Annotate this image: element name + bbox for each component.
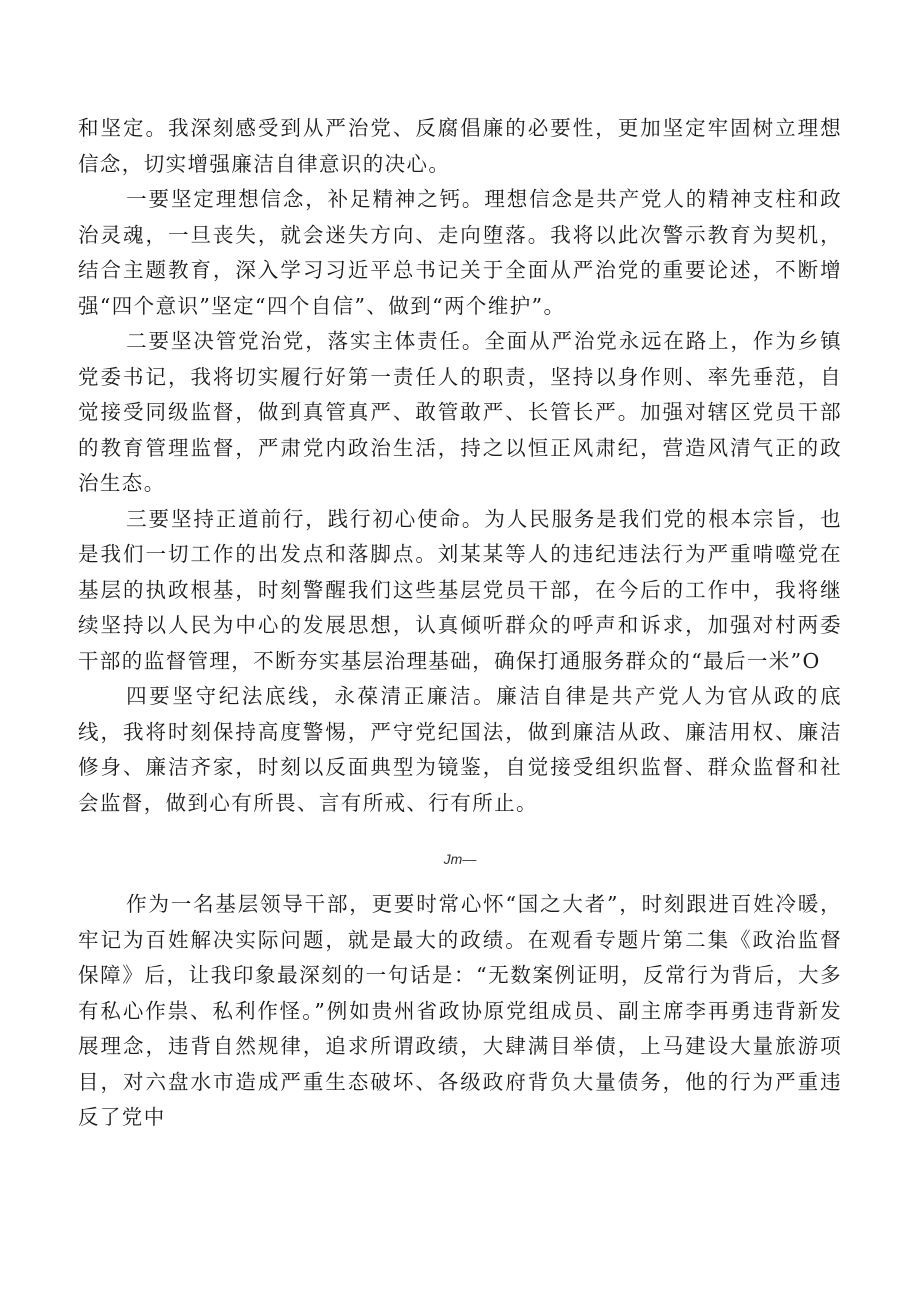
paragraph-party-governance: 二要坚决管党治党，落实主体责任。全面从严治党永远在路上，作为乡镇党委书记，我将切实履行好第一责任人的职责，坚持以身作则、率先垂范，自觉接受同级监督，做到真管真严、敢管敢严、长管长严。加强对辖区党员干部的教育管理监督，严肃党内政治生活，持之以恒正风肃纪，营造风清气正的政治生态。 <box>78 329 842 495</box>
paragraph-grassroots-leader: 作为一名基层领导干部，更要时常心怀“国之大者”，时刻跟进百姓冷暖，牢记为百姓解决实际问题，就是最大的政绩。在观看专题片第二集《政治监督保障》后，让我印象最深刻的一句话是：“无数案例证明，反常行为背后，大多有私心作祟、私利作怪。”例如贵州省政协原党组成员、副主席李再勇违背新发展理念，违背自然规律，追求所谓政绩，大肆满目举债，上马建设大量旅游项目，对六盘水市造成严重生态破坏、各级政府背负大量债务，他的行为严重违反了党中 <box>78 892 842 1129</box>
document-body <box>78 111 842 1136</box>
paragraph-ideals: 一要坚定理想信念，补足精神之钙。理想信念是共产党人的精神支柱和政治灵魂，一旦丧失，就会迷失方向、走向堕落。我将以此次警示教育为契机，结合主题教育，深入学习习近平总书记关于全面从严治党的重要论述，不断增强“四个意识”坚定“四个自信”、做到“两个维护”。 <box>78 187 842 318</box>
paragraph-continuation: 和坚定。我深刻感受到从严治党、反腐倡廉的必要性，更加坚定牢固树立理想信念，切实增强廉洁自律意识的决心。 <box>78 116 842 176</box>
paragraph-original-mission: 三要坚持正道前行，践行初心使命。为人民服务是我们党的根本宗旨，也是我们一切工作的出发点和落脚点。刘某某等人的违纪违法行为严重啃噬党在基层的执政根基，时刻警醒我们这些基层党员干部，在今后的工作中，我将继续坚持以人民为中心的发展思想，认真倾听群众的呼声和诉求，加强对村两委干部的监督管理，不断夯实基层治理基础，确保打通服务群众的“最后一米”O <box>78 506 842 673</box>
section-separator: Jm— <box>443 851 477 867</box>
paragraph-integrity: 四要坚守纪法底线，永葆清正廉洁。廉洁自律是共产党人为官从政的底线，我将时刻保持高度警惕，严守党纪国法，做到廉洁从政、廉洁用权、廉洁修身、廉洁齐家，时刻以反面典型为镜鉴，自觉接受组织监督、群众监督和社会监督，做到心有所畏、言有所戒、行有所止。 <box>78 684 842 815</box>
